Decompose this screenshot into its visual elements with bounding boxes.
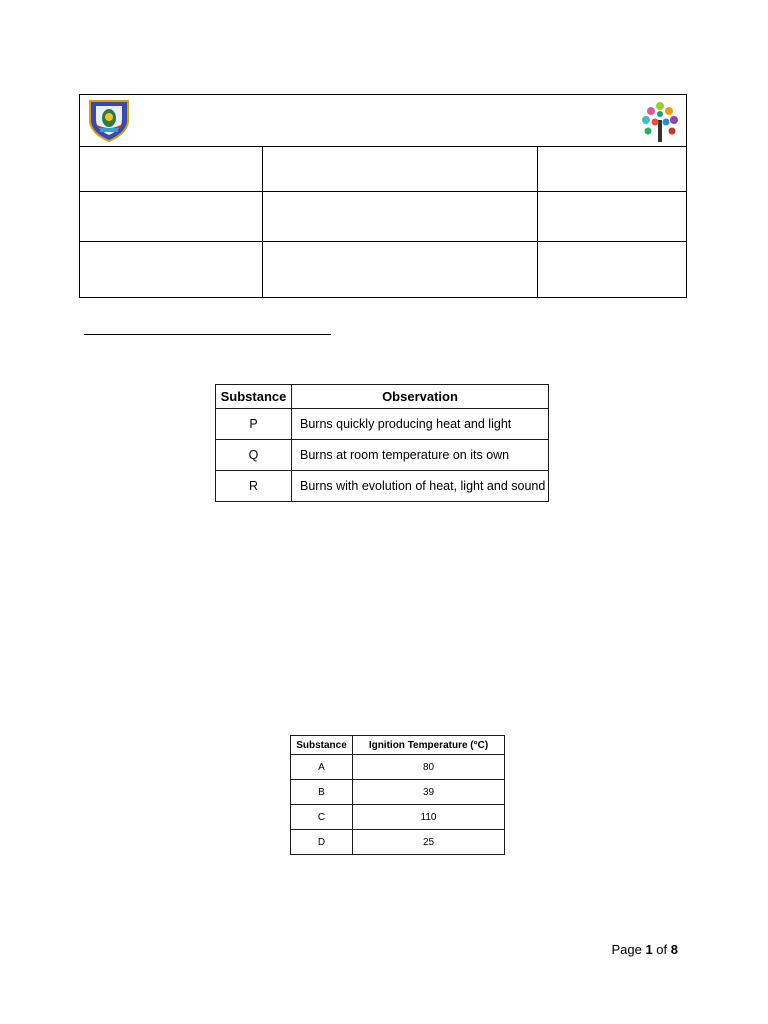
column-header: Substance bbox=[216, 385, 292, 409]
header-column-divider bbox=[262, 146, 263, 298]
observation-table bbox=[215, 384, 549, 502]
tree-logo bbox=[638, 98, 684, 144]
table-cell: Burns at room temperature on its own bbox=[292, 440, 549, 471]
table-cell: 39 bbox=[353, 780, 505, 805]
header-column-divider bbox=[537, 146, 538, 298]
column-header: Substance bbox=[291, 736, 353, 755]
table-cell: 25 bbox=[353, 830, 505, 855]
page-total: 8 bbox=[670, 942, 678, 957]
header-rule bbox=[80, 191, 686, 192]
page-current: 1 bbox=[645, 942, 653, 957]
column-header: Observation bbox=[292, 385, 549, 409]
header-box bbox=[79, 94, 687, 298]
page-number bbox=[611, 942, 678, 957]
page-prefix: Page bbox=[611, 942, 646, 957]
ignition-temperature-table bbox=[290, 735, 505, 855]
table-row bbox=[291, 755, 505, 780]
table-cell: D bbox=[291, 830, 353, 855]
section-underline bbox=[84, 334, 331, 335]
table-cell: P bbox=[216, 409, 292, 440]
header-rule bbox=[80, 146, 686, 147]
table-row bbox=[216, 409, 549, 440]
table-cell: Burns with evolution of heat, light and sound bbox=[292, 471, 549, 502]
table-cell: 80 bbox=[353, 755, 505, 780]
table-row bbox=[291, 830, 505, 855]
table-cell: R bbox=[216, 471, 292, 502]
table-cell: Q bbox=[216, 440, 292, 471]
table-cell: 110 bbox=[353, 805, 505, 830]
table-row bbox=[291, 805, 505, 830]
table-header-row bbox=[216, 385, 549, 409]
table-header-row bbox=[291, 736, 505, 755]
header-rule bbox=[80, 241, 686, 242]
table-row bbox=[291, 780, 505, 805]
column-header: Ignition Temperature (°C) bbox=[353, 736, 505, 755]
table-cell: A bbox=[291, 755, 353, 780]
table-row bbox=[216, 440, 549, 471]
table-row bbox=[216, 471, 549, 502]
table-cell: C bbox=[291, 805, 353, 830]
table-cell: Burns quickly producing heat and light bbox=[292, 409, 549, 440]
table-cell: B bbox=[291, 780, 353, 805]
page-separator: of bbox=[652, 942, 671, 957]
school-crest-logo bbox=[86, 98, 132, 142]
